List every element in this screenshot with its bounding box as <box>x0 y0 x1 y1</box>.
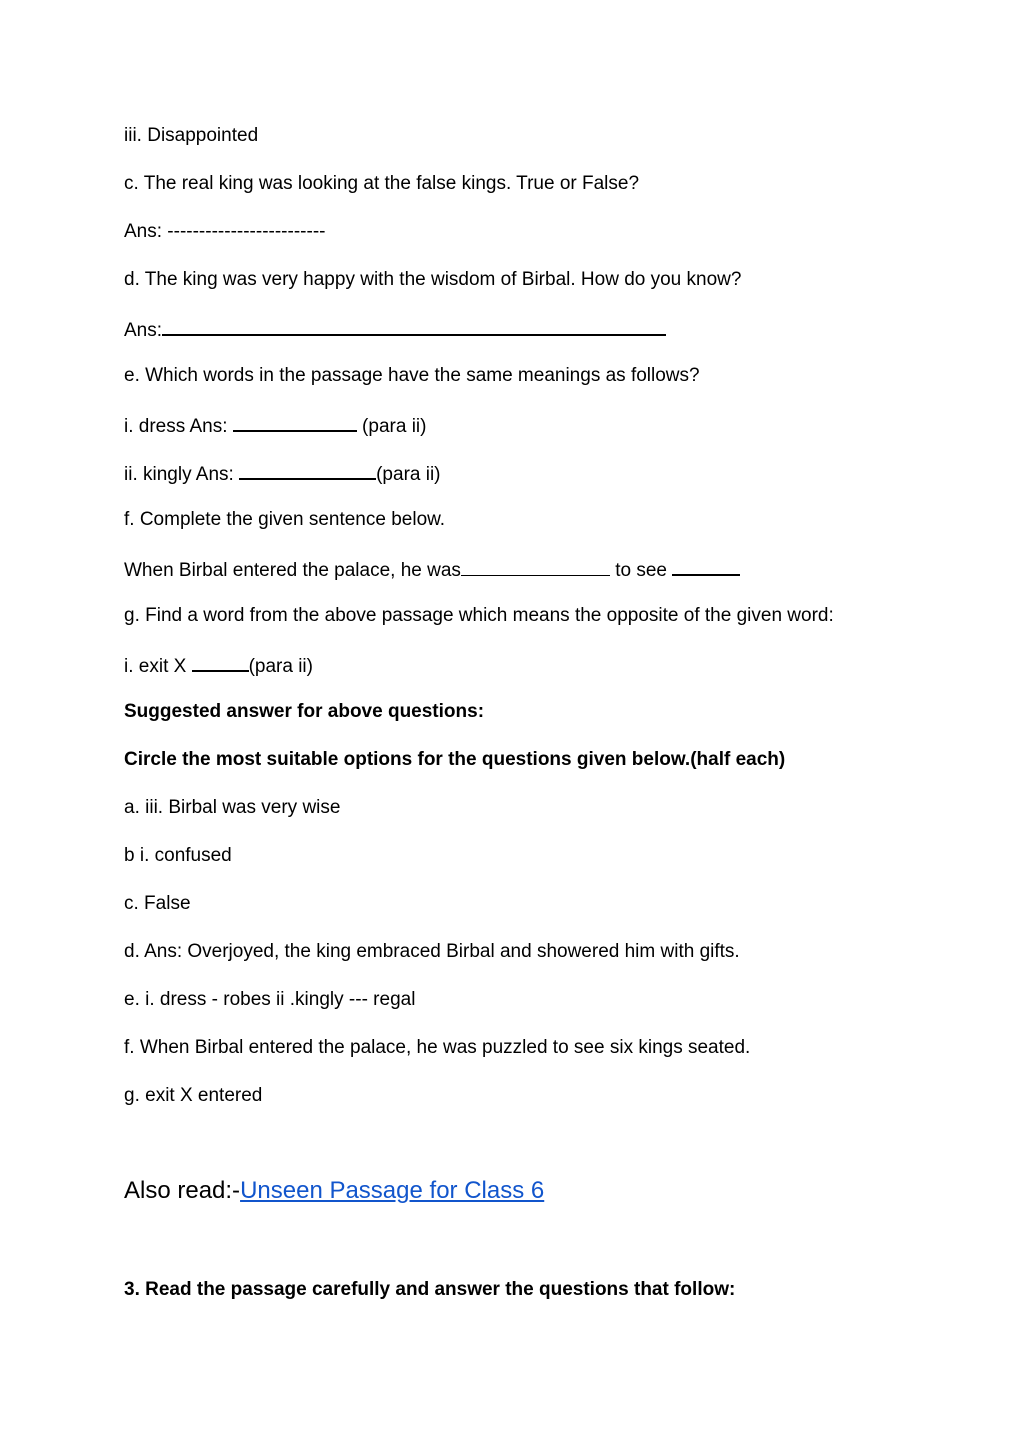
question-e-i-para: (para ii) <box>356 416 427 437</box>
answer-c: c. False <box>124 893 191 914</box>
question-g-i-para: (para ii) <box>248 656 313 677</box>
question-c: c. The real king was looking at the false kings. True or False? <box>124 173 640 194</box>
answer-f: f. When Birbal entered the palace, he was puzzled to see six kings seated. <box>124 1037 751 1058</box>
question-e-ii-blank <box>239 460 376 480</box>
also-read <box>124 1176 544 1206</box>
answer-d-line <box>124 316 666 343</box>
question-f-blank-2 <box>672 556 740 576</box>
option-disappointed: iii. Disappointed <box>124 125 259 146</box>
question-e-ii <box>124 460 441 487</box>
question-e-i-label: i. dress Ans: <box>124 416 233 437</box>
question-g-i-label: i. exit X <box>124 656 192 677</box>
unseen-passage-class-6-link[interactable]: Unseen Passage for Class 6 <box>240 1177 545 1204</box>
question-e: e. Which words in the passage have the same meanings as follows? <box>124 365 700 386</box>
answer-d-label: Ans: <box>124 320 163 341</box>
question-e-ii-label: ii. kingly Ans: <box>124 464 240 485</box>
section-3-heading: 3. Read the passage carefully and answer the questions that follow: <box>124 1279 736 1300</box>
question-e-ii-para: (para ii) <box>376 464 441 485</box>
answer-d-blank <box>162 316 666 336</box>
answer-a: a. iii. Birbal was very wise <box>124 797 341 818</box>
question-f-sentence-start: When Birbal entered the palace, he was <box>124 560 461 581</box>
question-f-blank-1 <box>461 557 610 576</box>
answer-g: g. exit X entered <box>124 1085 263 1106</box>
also-read-prefix: Also read:- <box>124 1177 241 1204</box>
question-g-i <box>124 652 313 679</box>
question-d: d. The king was very happy with the wisdom of Birbal. How do you know? <box>124 269 742 290</box>
circle-options-heading: Circle the most suitable options for the questions given below.(half each) <box>124 749 786 770</box>
answer-c-blank: Ans: ------------------------- <box>124 221 326 242</box>
question-g-i-blank <box>192 652 249 672</box>
suggested-answers-heading: Suggested answer for above questions: <box>124 701 485 722</box>
answer-d: d. Ans: Overjoyed, the king embraced Birbal and showered him with gifts. <box>124 941 740 962</box>
question-e-i <box>124 412 426 439</box>
question-f: f. Complete the given sentence below. <box>124 509 446 530</box>
question-f-sentence-mid: to see <box>609 560 673 581</box>
question-g: g. Find a word from the above passage which means the opposite of the given word: <box>124 605 834 626</box>
question-f-sentence <box>124 556 740 583</box>
answer-b: b i. confused <box>124 845 232 866</box>
question-e-i-blank <box>233 412 357 432</box>
answer-e: e. i. dress - robes ii .kingly --- regal <box>124 989 416 1010</box>
